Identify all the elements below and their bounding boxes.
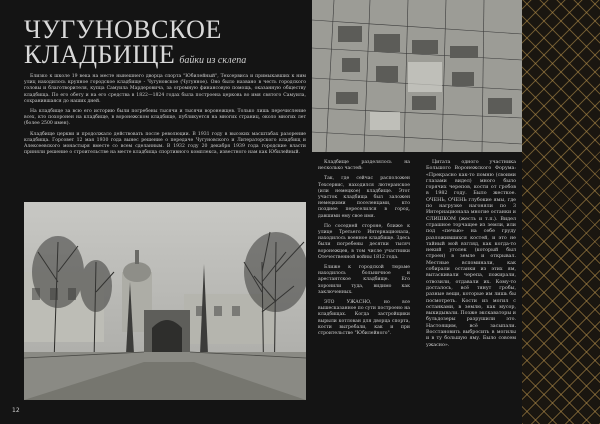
page-number: 12 — [12, 407, 20, 414]
title-line-2: КЛАДБИЩЕ — [24, 39, 176, 69]
article-subtitle: байки из склепа — [179, 54, 247, 66]
column-2-paragraph: Ближе к городской тюрьме находилось больничное и арестантское кладбище. Его хоронили туда, видимо как заключенных. — [318, 265, 410, 295]
intro-text — [24, 74, 306, 160]
historic-map-image — [312, 0, 522, 152]
column-3-text — [426, 160, 516, 353]
column-2-paragraph: Так, где сейчас расположен Техсервис, находился лютеранское (или немецкое) кладбище. Этот участок кладбища был заложен немецкими поселенцами, кто позднее переселился в город, давшими ему свое имя. — [318, 176, 410, 219]
decorative-lattice-border — [522, 0, 600, 424]
intro-paragraph: Кладбище церкви и продолжало действовать после революции. В 1931 году в высоких масштабах разорение кладбища. Горсовет 12 мая 1930 года вынес решение о передаче Чугуновского и Литераторского кладбищ и Алексеевского монастыря вместе со всем сделанным. В 1932 году 20 декабря 1939 года городские власти приняли решение о строительстве на месте кладбища спортивного комплекса, известного нам как Юбилейный. — [24, 131, 306, 156]
column-2-paragraph: ЭТО УЖАСНО, но все вышесказанное по сути построено на кладбищах. Когда застройщики вырыли котлован для дворца спорта, кости выгребали, как и при строительстве "Юбилейного". — [318, 300, 410, 337]
intro-paragraph: Близко к школе 19 века на месте нынешнего дворца спорта "Юбилейный", Техсервиса и примыкавших к ним улиц находилось крупное городское кладбище - Чугуновское (Чугунное). Оно было названо в честь городского головы и благотворителя, купца Самуила Мардеровича, за огромную финансовую помощь, оказанную обществу кладбища. По его обету и на его средства в 1822—1824 годах была построена церковь во имя святого Самуила, сохранившаяся до наших дней. — [24, 74, 306, 104]
cemetery-gate-photo — [24, 202, 306, 400]
column-2-text — [318, 160, 410, 341]
column-3-paragraph: Цитата одного участника Большого Воронежского Форума: «Прекрасно как-то помню (своими глазами видел) много было горячих черепов, кости от гробов в 1982 году. Было жесткое. ОЧЕНЬ, ОЧЕНЬ глубокие ямы, где по нагрузке нагоняли по 3 Интернационала многие останки и СЛИШКОМ (жесть и т.п.). Видел страшное торчащее из земли, или под «печью» на себе груду разложившихся костей, и это не тайный мой взгляд, как когда-то некий уголек (который был строен) в земле и открывал. Местные вспоминали, как собирали останки из этих ям, вытаскивали черепа, пожирали, отвозили, отдавали их. Кому-то досталось, всё тянут гробы, разные вещи, которые им лишь бы посмотреть. Кости из могил с останками, в землю, как мусор, выкидывали. Позже экскаваторы и бульдозеры разрушили это. Настоящим, всё засыпали. Восстановить выбросить в могилы и в ту большую яму. Было совсем ужасно». — [426, 160, 516, 348]
column-2-paragraph: По соседней стороне, ближе к улице Третьего Интернационала, находилось военное кладбище. Здесь были погребены десятки тысяч воронежцев, в том числе участники Отечественной войны 1812 года. — [318, 223, 410, 260]
title-line-1: ЧУГУНОВСКОЕ — [24, 15, 222, 44]
intro-paragraph: На кладбище за всю его историю были погребены тысячи и тысячи воронежцев. Только лишь перечисление всех, кто похоронен на кладбище, в воронежском кладбище, публикуется на многих страниц, около многих лет (более 2500 имен). — [24, 109, 306, 127]
column-2-paragraph: Кладбище разделялось на несколько частей: — [318, 160, 410, 172]
article-title — [24, 15, 247, 69]
